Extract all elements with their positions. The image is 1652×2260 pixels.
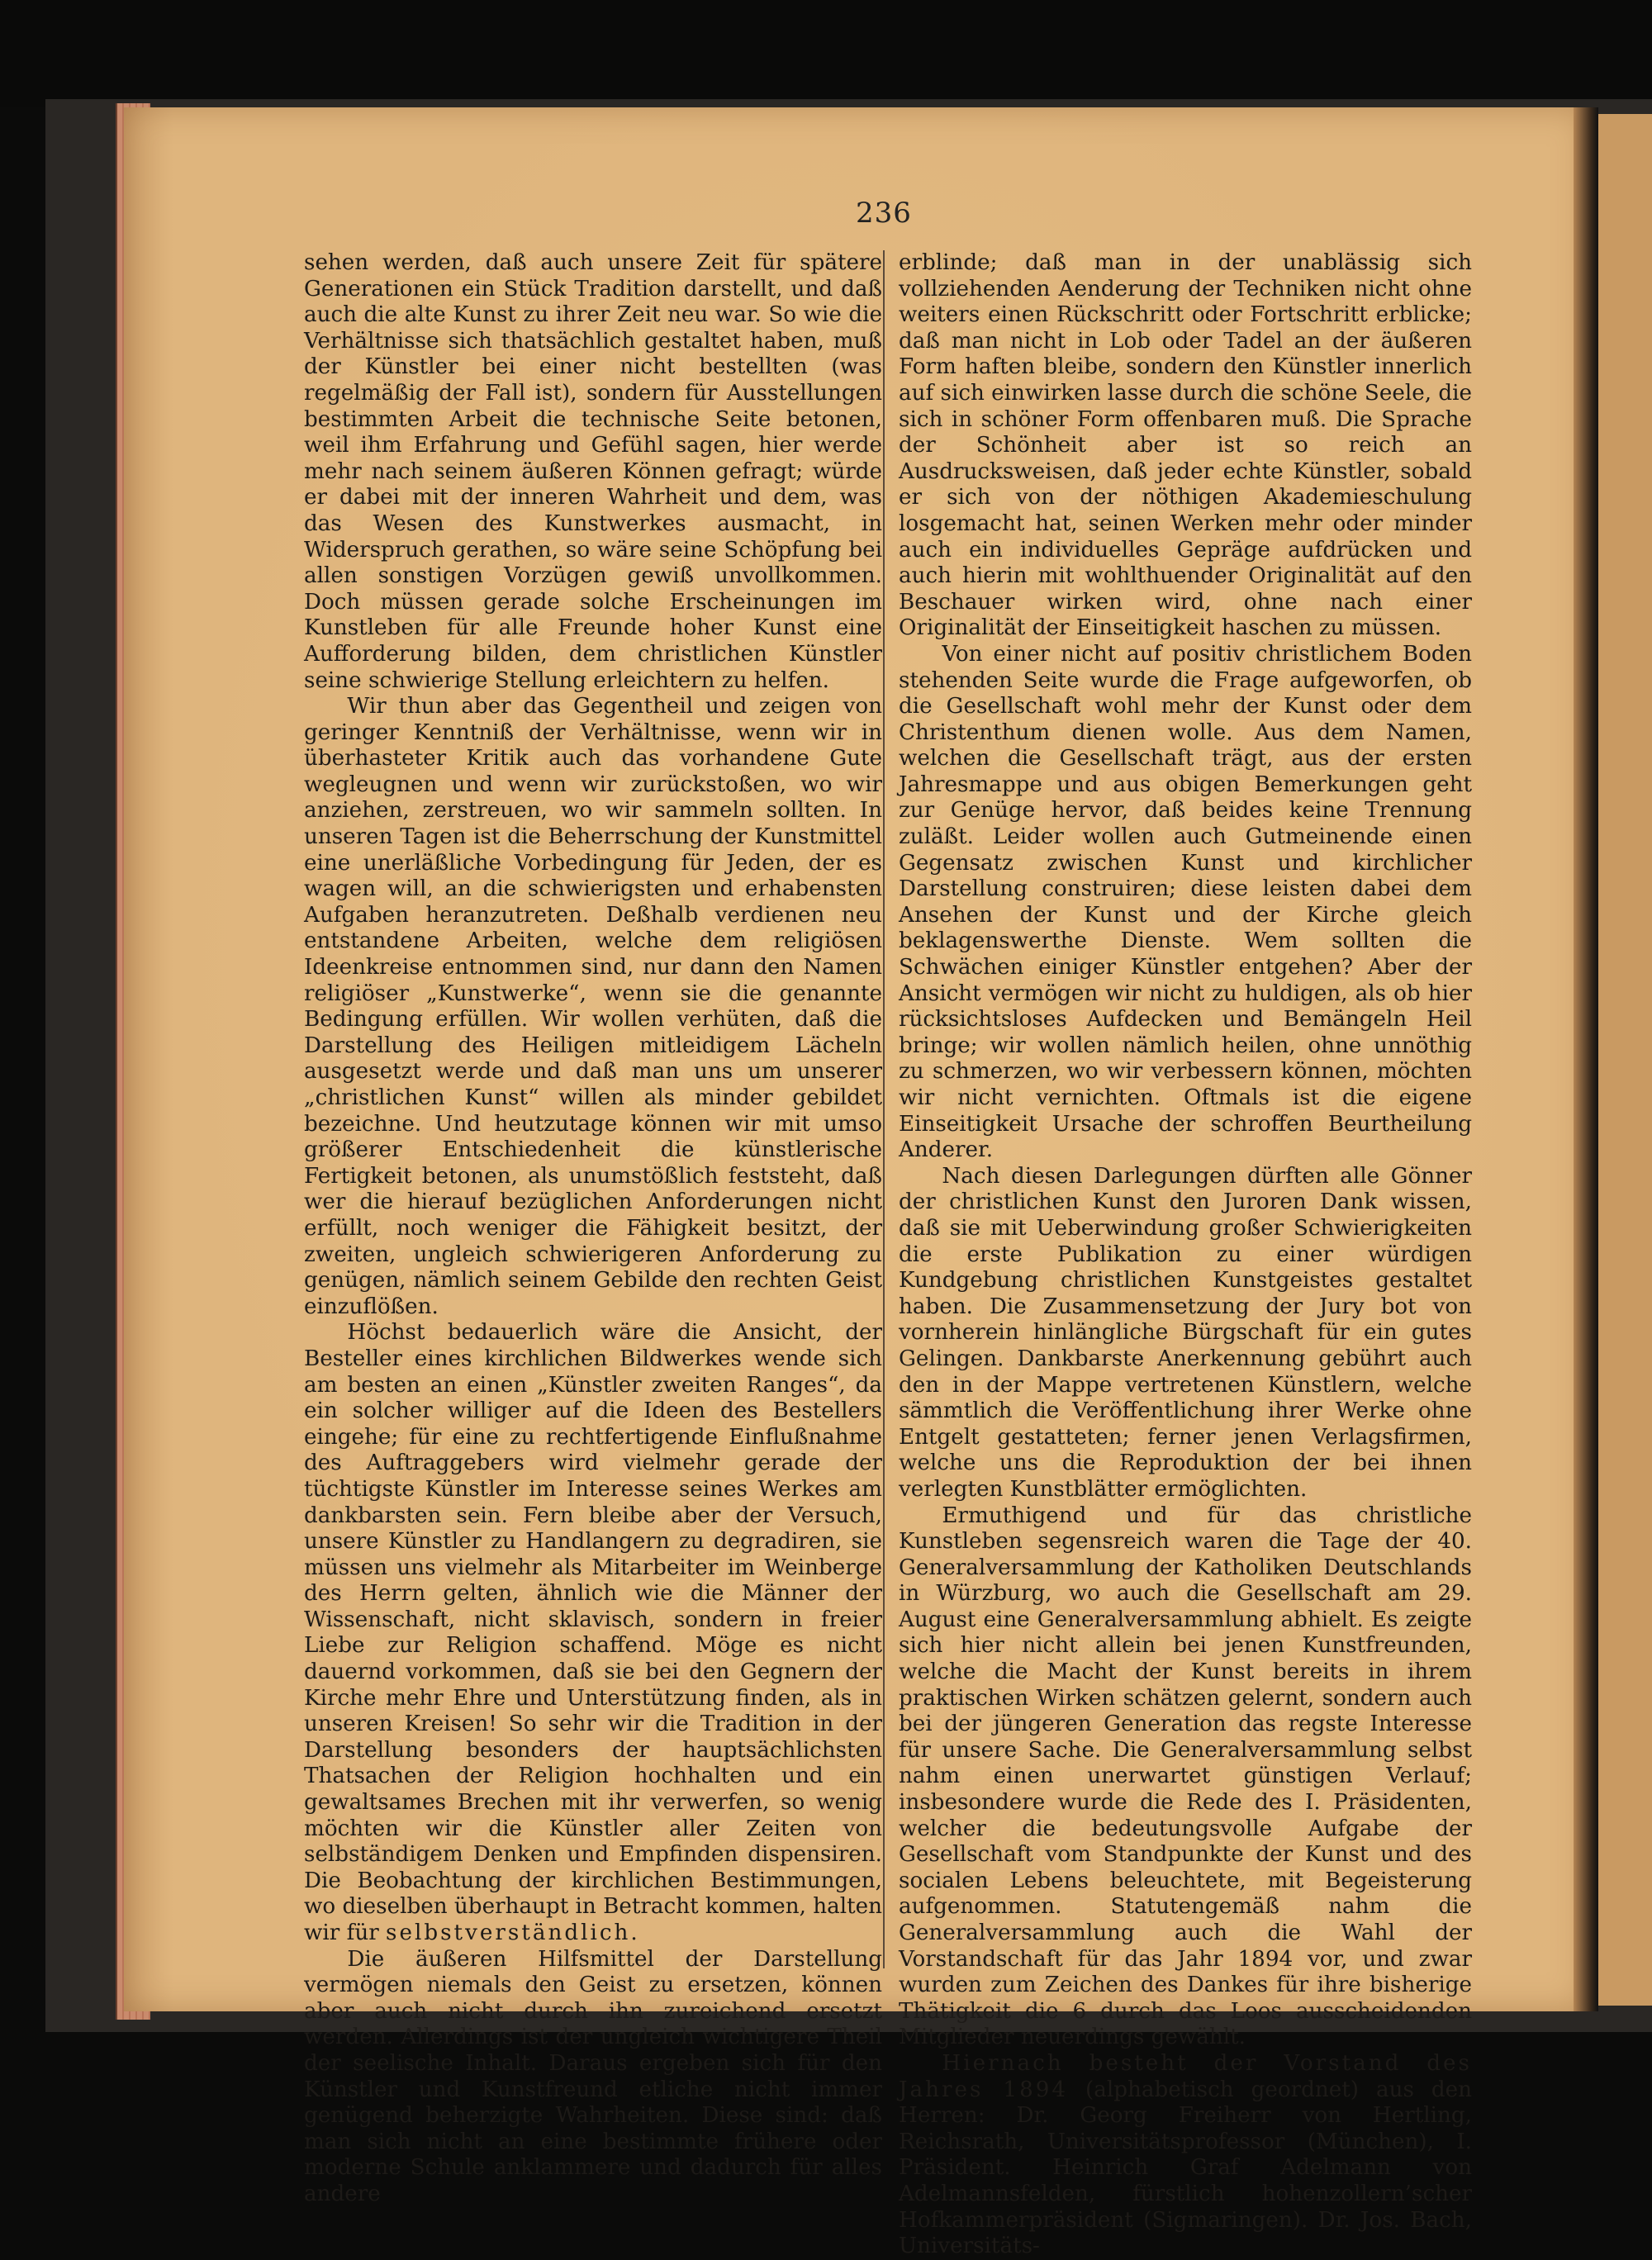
spaced-emphasis: selbstverständlich. bbox=[386, 1921, 640, 1945]
scan-background-top bbox=[0, 0, 1652, 107]
book-gutter bbox=[1574, 107, 1598, 2011]
right-paragraph-4: Ermuthigend und für das christliche Kunstleben segensreich waren die Tage der 40. Generalversammlung der Katholiken Deutschlands in Würzburg, wo auch die Gesellschaft am 29. August eine Generalversammlung abhielt. Es zeigte sich hier nicht allein bei jenen Kunstfreunden, welche die Macht der Kunst bereits in ihrem praktischen Wirken schätzen gelernt, sondern auch bei der jüngeren Generation das regste Interesse für unsere Sache. Die Generalversammlung selbst nahm einen unerwartet günstigen Verlauf; insbesondere wurde die Rede des I. Präsidenten, welcher die bedeutungsvolle Aufgabe der Gesellschaft vom Standpunkte der Kunst und des socialen Lebens beleuchtete, mit Begeisterung aufgenommen. Statutengemäß nahm die Generalversammlung auch die Wahl der Vorstandschaft für das Jahr 1894 vor, und zwar wurden zum Zeichen des Dankes für ihre bisherige Thätigkeit die 6 durch das Loos ausscheidenden Mitglieder neuerdings gewählt. bbox=[899, 1503, 1472, 2050]
right-paragraph-1: erblinde; daß man in der unablässig sich vollziehenden Aenderung der Techniken nicht ohne weiters einen Rückschritt oder Fortschritt erblicke; daß man nicht in Lob oder Tadel an der äußeren Form haften bleibe, sondern den Künstler innerlich auf sich einwirken lasse durch die schöne Seele, die sich in schöner Form offenbaren muß. Die Sprache der Schönheit aber ist so reich an Ausdrucksweisen, daß jeder echte Künstler, sobald er sich von der nöthigen Akademieschulung losgemacht hat, seinen Werken mehr oder minder auch ein individuelles Gepräge aufdrücken und auch hierin mit wohlthuender Originalität auf den Beschauer wirken wird, ohne nach einer Originalität der Einseitigkeit haschen zu müssen. bbox=[899, 250, 1472, 641]
right-column bbox=[899, 250, 1472, 2260]
spaced-emphasis-board: Hiernach besteht der Vorstand des Jahres 1894 bbox=[899, 2050, 1472, 2102]
left-column bbox=[304, 250, 882, 2208]
left-paragraph-4: Die äußeren Hilfsmittel der Darstellung vermögen niemals den Geist zu ersetzen, können aber auch nicht durch ihn zureichend ersetzt werden. Allerdings ist der ungleich wichtigere Theil der seelische Inhalt. Daraus ergeben sich für den Künstler und Kunstfreund etliche nicht immer genügend beherzigte Wahrheiten. Diese sind: daß man sich nicht an eine bestimmte frühere oder moderne Schule anklammere und dadurch für alles andere bbox=[304, 1946, 882, 2206]
left-paragraph-3 bbox=[304, 1320, 882, 1946]
left-paragraph-3-text: Höchst bedauerlich wäre die Ansicht, der Besteller eines kirchlichen Bildwerkes wende sich am besten an einen „Künstler zweiten Ranges“, da ein solcher williger auf die Ideen des Bestellers eingehe; für eine zu rechtfertigende Einflußnahme des Auftraggebers wird vielmehr gerade der tüchtigste Künstler im Interesse seines Werkes am dankbarsten sein. Fern bleibe aber der Versuch, unsere Künstler zu Handlangern zu degradiren, sie müssen uns vielmehr als Mitarbeiter im Weinberge des Herrn gelten, ähnlich wie die Männer der Wissenschaft, nicht sklavisch, sondern in freier Liebe zur Religion schaffend. Möge es nicht dauernd vorkommen, daß sie bei den Gegnern der Kirche mehr Ehre und Unterstützung finden, als in unseren Kreisen! So sehr wir die Tradition in der Darstellung besonders der hauptsächlichsten Thatsachen der Religion hochhalten und ein gewaltsames Brechen mit ihr verwerfen, so wenig möchten wir die Künstler aller Zeiten von selbständigem Denken und Empfinden dispensiren. Die Beobachtung der kirchlichen Bestimmungen, wo dieselben überhaupt in Betracht kommen, halten wir für bbox=[304, 1320, 882, 1945]
right-paragraph-5-text: (alphabetisch geordnet) aus den Herren: Dr. Georg Freiherr von Hertling, Reichsrath, Universitätsprofessor (München), I. Präsident. Heinrich Graf Adelmann von Adelmannsfelden, fürstlich hohenzollern’scher Hofkammerpräsident (Sigmaringen). Dr. Jos. Bach, Universitäts- bbox=[899, 2077, 1473, 2259]
right-paragraph-2: Von einer nicht auf positiv christlichem Boden stehenden Seite wurde die Frage aufgeworfen, ob die Gesellschaft wohl mehr der Kunst oder dem Christenthum dienen wolle. Aus dem Namen, welchen die Gesellschaft trägt, aus der ersten Jahresmappe und aus obigen Bemerkungen geht zur Genüge hervor, daß beides keine Trennung zuläßt. Leider wollen auch Gutmeinende einen Gegensatz zwischen Kunst und kirchlicher Darstellung construiren; diese leisten dabei dem Ansehen der Kunst und der Kirche gleich beklagenswerthe Dienste. Wem sollten die Schwächen einiger Künstler entgehen? Aber der Ansicht vermögen wir nicht zu huldigen, als ob hier rücksichtsloses Aufdecken und Bemängeln Heil bringe; wir wollen nämlich heilen, ohne unnöthig zu schmerzen, wo wir verbessern können, möchten wir nicht vernichten. Oftmals ist die eigene Einseitigkeit Ursache der schroffen Beurtheilung Anderer. bbox=[899, 641, 1472, 1163]
left-paragraph-2: Wir thun aber das Gegentheil und zeigen von geringer Kenntniß der Verhältnisse, wenn wir in überhasteter Kritik auch das vorhandene Gute wegleugnen und wenn wir zurückstoßen, wo wir anziehen, zerstreuen, wo wir sammeln sollten. In unseren Tagen ist die Beherrschung der Kunstmittel eine unerläßliche Vorbedingung für Jeden, der es wagen will, an die schwierigsten und erhabensten Aufgaben heranzutreten. Deßhalb verdienen neu entstandene Arbeiten, welche dem religiösen Ideenkreise entnommen sind, nur dann den Namen religiöser „Kunstwerke“, wenn sie die genannte Bedingung erfüllen. Wir wollen verhüten, daß die Darstellung des Heiligen mitleidigem Lächeln ausgesetzt werde und daß man uns um unserer „christlichen Kunst“ willen als minder gebildet bezeichne. Und heutzutage können wir mit umso größerer Entschiedenheit die künstlerische Fertigkeit betonen, als unumstößlich feststeht, daß wer die hierauf bezüglichen Anforderungen nicht erfüllt, noch weniger die Fähigkeit besitzt, der zweiten, ungleich schwierigeren Anforderung zu genügen, nämlich seinem Gebilde den rechten Geist einzuflößen. bbox=[304, 694, 882, 1319]
facing-page-edge bbox=[1598, 114, 1652, 2006]
column-divider bbox=[883, 250, 885, 1968]
page-number: 236 bbox=[856, 197, 912, 230]
left-paragraph-1: sehen werden, daß auch unsere Zeit für spätere Generationen ein Stück Tradition darstellt, und daß auch die alte Kunst zu ihrer Zeit neu war. So wie die Verhältnisse sich thatsächlich gestaltet haben, muß der Künstler bei einer nicht bestellten (was regelmäßig der Fall ist), sondern für Ausstellungen bestimmten Arbeit die technische Seite betonen, weil ihm Erfahrung und Gefühl sagen, hier werde mehr nach seinem äußeren Können gefragt; würde er dabei mit der inneren Wahrheit und dem, was das Wesen des Kunstwerkes ausmacht, in Widerspruch gerathen, so wäre seine Schöpfung bei allen sonstigen Vorzügen gewiß unvollkommen. Doch müssen gerade solche Erscheinungen im Kunstleben für alle Freunde hoher Kunst eine Aufforderung bilden, dem christlichen Künstler seine schwierige Stellung erleichtern zu helfen. bbox=[304, 250, 882, 693]
right-paragraph-5 bbox=[899, 2051, 1472, 2260]
right-paragraph-3: Nach diesen Darlegungen dürften alle Gönner der christlichen Kunst den Juroren Dank wissen, daß sie mit Ueberwindung großer Schwierigkeiten die erste Publikation zu einer würdigen Kundgebung christlichen Kunstgeistes gestaltet haben. Die Zusammensetzung der Jury bot von vornherein hinlängliche Bürgschaft für ein gutes Gelingen. Dankbarste Anerkennung gebührt auch den in der Mappe vertretenen Künstlern, welche sämmtlich die Veröffentlichung ihrer Werke ohne Entgelt gestatteten; ferner jenen Verlagsfirmen, welche uns die Reproduktion der bei ihnen verlegten Kunstblätter ermöglichten. bbox=[899, 1163, 1472, 1502]
